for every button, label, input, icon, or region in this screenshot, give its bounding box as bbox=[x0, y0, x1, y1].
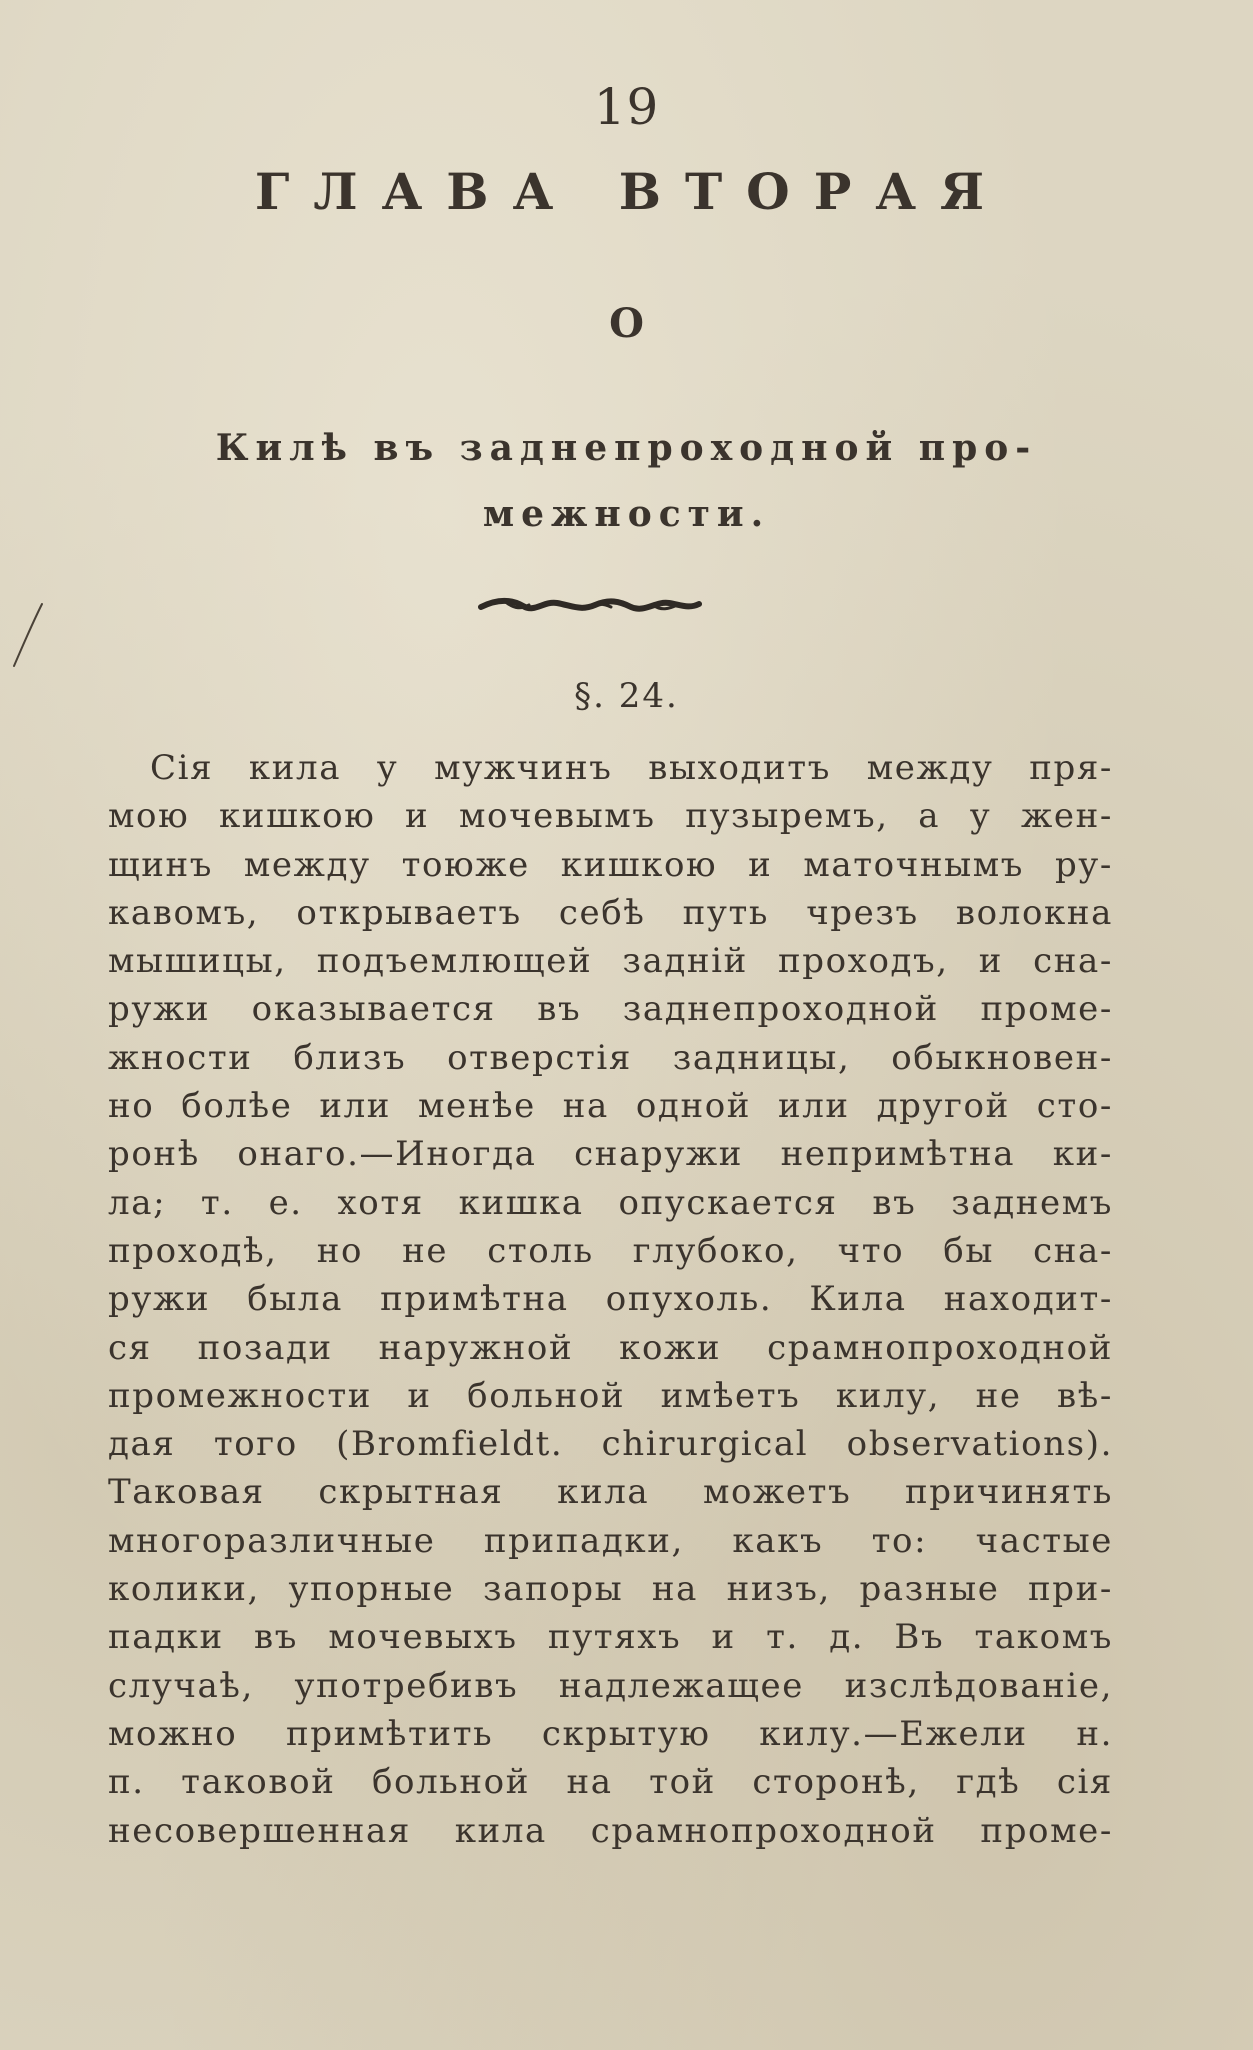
text-line: падки въ мочевыхъ путяхъ и т. д. Въ такомъ bbox=[108, 1617, 1113, 1658]
page-number: 19 bbox=[593, 78, 660, 136]
text-line: ронѣ онаго.—Иногда снаружи непримѣтна ки- bbox=[108, 1134, 1113, 1175]
text-line: несовершенная кила срамнопроходной проме- bbox=[108, 1810, 1113, 1851]
section-number: §. 24. bbox=[574, 676, 679, 716]
chapter-preposition: О bbox=[609, 300, 644, 347]
text-line: ся позади наружной кожи срамнопроходной bbox=[108, 1327, 1113, 1368]
chapter-subtitle-line: межности. bbox=[482, 493, 771, 535]
text-line: мою кишкою и мочевымъ пузыремъ, а у жен- bbox=[108, 796, 1113, 837]
text-line: многоразличные припадки, какъ то: частые bbox=[108, 1520, 1113, 1561]
text-line: колики, упорные запоры на низъ, разные при- bbox=[108, 1569, 1113, 1610]
text-line: кавомъ, открываетъ себѣ путь чрезъ волокна bbox=[108, 892, 1113, 933]
chapter-subtitle bbox=[0, 415, 1253, 547]
text-line: мышицы, подъемлющей задній проходъ, и сна- bbox=[108, 941, 1113, 982]
text-line: можно примѣтить скрытую килу.—Ежели н. bbox=[108, 1713, 1113, 1754]
chapter-title: ГЛАВА ВТОРАЯ bbox=[254, 162, 1009, 221]
text-line: п. таковой больной на той сторонѣ, гдѣ сія bbox=[108, 1762, 1113, 1803]
text-line: промежности и больной имѣетъ килу, не вѣ- bbox=[108, 1375, 1113, 1416]
text-line: ла; т. е. хотя кишка опускается въ заднемъ bbox=[108, 1182, 1113, 1223]
text-line: дая того (Bromfieldt. chirurgical observations). bbox=[108, 1424, 1113, 1465]
text-line: ружи была примѣтна опухоль. Кила находит- bbox=[108, 1279, 1113, 1320]
ornament-divider-icon bbox=[477, 593, 702, 617]
body-text bbox=[108, 744, 1113, 1855]
margin-pencil-mark-icon bbox=[8, 600, 48, 670]
text-line: ружи оказывается въ заднепроходной проме- bbox=[108, 989, 1113, 1030]
text-line: но болѣе или менѣе на одной или другой сто- bbox=[108, 1086, 1113, 1127]
text-line: случаѣ, употребивъ надлежащее изслѣдованіе, bbox=[108, 1665, 1113, 1706]
text-line: проходѣ, но не столь глубоко, что бы сна- bbox=[108, 1230, 1113, 1271]
text-line: Сія кила у мужчинъ выходитъ между пря- bbox=[150, 748, 1113, 788]
chapter-subtitle-line: Килѣ въ заднепроходной про- bbox=[215, 427, 1038, 469]
text-line: щинъ между тоюже кишкою и маточнымъ ру- bbox=[108, 844, 1113, 885]
text-line: жности близъ отверстія задницы, обыкновен- bbox=[108, 1037, 1113, 1078]
text-line: Таковая скрытная кила можетъ причинять bbox=[108, 1472, 1113, 1513]
